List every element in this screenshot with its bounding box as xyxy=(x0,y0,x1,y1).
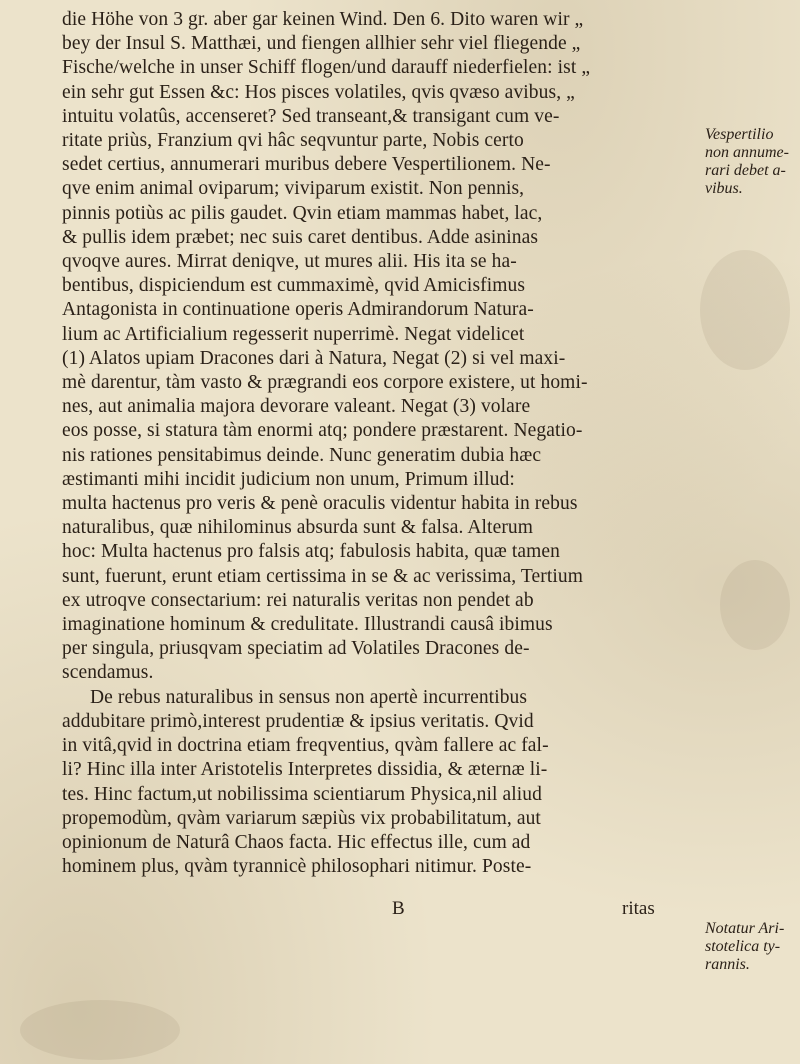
text-line: propemodùm, qvàm variarum sæpiùs vix probabilitatum, aut xyxy=(62,807,541,829)
margin-note-line: rari debet a- xyxy=(705,162,786,179)
text-line: bey der Insul S. Matthæi, und fiengen allhier sehr viel fliegende „ xyxy=(62,33,581,55)
paper-stain xyxy=(700,250,790,370)
paper-stain xyxy=(20,1000,180,1060)
text-line: bentibus, dispiciendum est cummaximè, qvid Amicisfimus xyxy=(62,275,526,297)
margin-note-line: vibus. xyxy=(705,180,743,197)
text-line: & pullis idem præbet; nec suis caret dentibus. Adde asininas xyxy=(62,226,539,248)
text-line: per singula, priusqvam speciatim ad Volatiles Dracones de- xyxy=(62,638,530,660)
text-line: nes, aut animalia majora devorare valeant. Negat (3) volare xyxy=(62,396,531,418)
text-line: naturalibus, quæ nihilominus absurda sunt & falsa. Alterum xyxy=(62,517,534,539)
text-line: multa hactenus pro veris & penè oraculis videntur habita in rebus xyxy=(62,493,578,515)
text-line: hoc: Multa hactenus pro falsis atq; fabulosis habita, quæ tamen xyxy=(62,541,561,563)
text-line: Antagonista in continuatione operis Admirandorum Natura- xyxy=(62,299,534,321)
text-line: imaginatione hominum & credulitate. Illustrandi causâ ibimus xyxy=(62,614,553,636)
text-line: ein sehr gut Essen &c: Hos pisces volatiles, qvis qvæso avibus, „ xyxy=(62,81,575,103)
margin-note-line: stotelica ty- xyxy=(705,938,781,955)
text-line: ritate priùs, Franzium qvi hâc seqvuntur parte, Nobis certo xyxy=(62,130,524,152)
text-line: Fische/welche in unser Schiff flogen/und darauff niederfielen: ist „ xyxy=(62,57,591,79)
text-line: addubitare primò,interest prudentiæ & ipsius veritatis. Qvid xyxy=(62,710,534,732)
text-line: in vitâ,qvid in doctrina etiam freqventius, qvàm fallere ac fal- xyxy=(62,735,549,757)
text-line: hominem plus, qvàm tyrannicè philosophari nitimur. Poste- xyxy=(62,856,532,878)
text-line: lium ac Artificialium regesserit nuperrimè. Negat videlicet xyxy=(62,323,525,345)
text-line: sedet certius, annumerari muribus debere Vespertilionem. Ne- xyxy=(62,154,551,176)
text-line: eos posse, si statura tàm enormi atq; pondere præstarent. Negatio- xyxy=(62,420,583,442)
text-line: pinnis potiùs ac pilis gaudet. Qvin etiam mammas habet, lac, xyxy=(62,202,543,224)
text-line: qvoqve aures. Mirrat deniqve, ut mures alii. His ita se ha- xyxy=(62,251,517,273)
signature-mark: B xyxy=(392,898,405,919)
text-line: æstimanti mihi incidit judicium non unum, Primum illud: xyxy=(62,468,515,490)
catchword: ritas xyxy=(622,898,655,919)
text-line: li? Hinc illa inter Aristotelis Interpretes dissidia, & æternæ li- xyxy=(62,759,548,781)
margin-note-line: Notatur Ari- xyxy=(705,920,785,937)
text-line: intuitu volatûs, accenseret? Sed transeant,& transigant cum ve- xyxy=(62,105,560,127)
margin-note-aristotelica xyxy=(705,920,797,974)
paragraph-start-line: De rebus naturalibus in sensus non apertè incurrentibus xyxy=(90,686,528,708)
main-text-block xyxy=(62,8,702,879)
margin-note-vespertilio xyxy=(705,126,797,198)
text-line: scendamus. xyxy=(62,662,154,684)
text-line: die Höhe von 3 gr. aber gar keinen Wind. Den 6. Dito waren wir „ xyxy=(62,9,584,30)
margin-note-line: non annume- xyxy=(705,144,789,161)
text-line: mè darentur, tàm vasto & prægrandi eos corpore existere, ut homi- xyxy=(62,372,588,394)
text-line: nis rationes pensitabimus deinde. Nunc generatim dubia hæc xyxy=(62,444,542,466)
margin-note-line: Vespertilio xyxy=(705,126,774,143)
text-line: tes. Hinc factum,ut nobilissima scientiarum Physica,nil aliud xyxy=(62,783,542,805)
margin-note-line: rannis. xyxy=(705,956,750,973)
text-line: qve enim animal oviparum; viviparum existit. Non pennis, xyxy=(62,178,525,200)
text-line: (1) Alatos upiam Dracones dari à Natura, Negat (2) si vel maxi- xyxy=(62,347,566,369)
text-line: sunt, fuerunt, erunt etiam certissima in se & ac verissima, Tertium xyxy=(62,565,584,587)
text-line: opinionum de Naturâ Chaos facta. Hic effectus ille, cum ad xyxy=(62,831,531,853)
paper-stain xyxy=(720,560,790,650)
text-line: ex utroqve consectarium: rei naturalis veritas non pendet ab xyxy=(62,589,534,611)
